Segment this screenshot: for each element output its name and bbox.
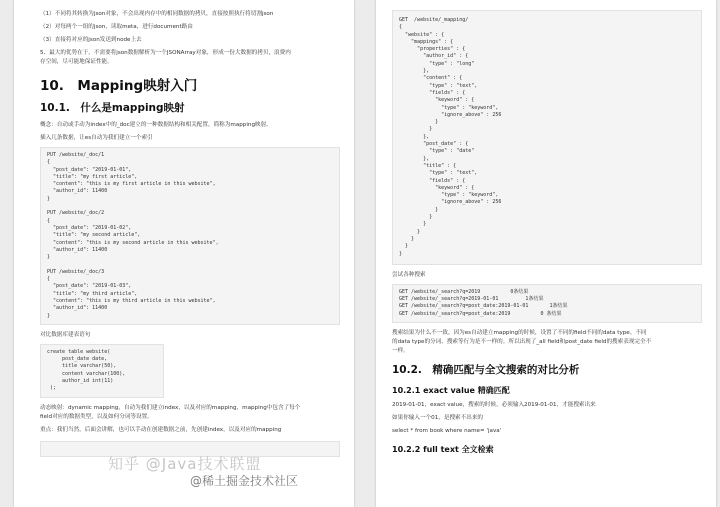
code-line: author_id int(11) bbox=[47, 378, 114, 385]
exact-line: select * from book where name= 'java' bbox=[392, 427, 502, 434]
db-note: 对比数据库建表语句 bbox=[40, 331, 91, 338]
code-line: } bbox=[47, 312, 51, 319]
code-line: content varchar(100), bbox=[47, 370, 126, 377]
code-line: "keyword" : { bbox=[399, 97, 475, 104]
code-line: ); bbox=[47, 385, 57, 392]
code-line: "post_date": "2019-01-03", bbox=[47, 283, 132, 290]
code-line: "content": "this is my first article in this website", bbox=[47, 181, 216, 188]
intro-item: （2）对每两个一组的json，读取meta，进行document路由 bbox=[40, 24, 193, 30]
exact-line: 如果你输入一个01，是搜索不出来的 bbox=[392, 414, 484, 421]
intro-item: （1）不同将其转换为json对象，不会出现内存中的相同数据的拷贝，直接按照执行将切割json bbox=[40, 11, 274, 17]
section-heading-10-1: 10.1. 什么是mapping映射 bbox=[40, 102, 185, 114]
code-line: "ignore_above" : 256 bbox=[399, 111, 502, 118]
point5-line: 5、最大的优势在于，不需要将json数据解析为一个JSONArray对象，形成一份大数据的拷贝，浪费内 bbox=[40, 50, 291, 56]
code-line: "type" : "text", bbox=[399, 170, 478, 177]
code-line: "author_id" : { bbox=[399, 53, 469, 60]
key-point: 重点：我们当然，后面会讲解，也可以手动在创建数据之前，先创建index，以及对应的mapping bbox=[40, 426, 282, 433]
code-line: "author_id": 11400 bbox=[47, 305, 108, 312]
code-line: }, bbox=[399, 155, 430, 162]
intro-list bbox=[40, 10, 340, 45]
search-result-line: 搜索结果为什么不一致，因为es自动建立mapping的时候，设置了不同的field不同的data type。不同 bbox=[392, 329, 647, 336]
code-block-insert bbox=[40, 147, 340, 325]
code-line: } bbox=[399, 250, 403, 257]
code-line: GET /website/_mapping/ bbox=[399, 17, 469, 23]
section-heading-10-2-2: 10.2.2 full text 全文检索 bbox=[392, 444, 494, 454]
code-line: } bbox=[399, 235, 415, 242]
code-block-mapping bbox=[392, 10, 702, 265]
code-line: GET /website/_search?q=2019-01-01 1条结果 bbox=[399, 296, 544, 303]
exact-line: 2019-01-01，exact value，搜索的时候，必须输入2019-01-01，才能搜索出来 bbox=[392, 401, 596, 408]
code-line: { bbox=[47, 159, 51, 166]
search-result-paragraph bbox=[392, 329, 702, 356]
code-line: "post_date": "2019-01-02", bbox=[47, 224, 132, 231]
section-heading-10-2-1: 10.2.1 exact value 精确匹配 bbox=[392, 385, 510, 395]
code-line: "content": "this is my third article in this website", bbox=[47, 297, 216, 304]
code-line: "post_date": "2019-01-01", bbox=[47, 166, 132, 173]
code-line: "fields" : { bbox=[399, 177, 466, 184]
code-line: } bbox=[47, 195, 51, 202]
code-line: } bbox=[47, 254, 51, 261]
code-line: PUT /website/_doc/3 bbox=[47, 268, 105, 275]
code-line: "keyword" : { bbox=[399, 184, 475, 191]
section-heading-10: 10. Mapping映射入门 bbox=[40, 78, 198, 94]
code-line: PUT /website/_doc/2 bbox=[47, 210, 105, 217]
code-line: } bbox=[399, 206, 439, 213]
code-block-sql bbox=[40, 344, 164, 398]
code-line: } bbox=[399, 126, 433, 133]
code-line: { bbox=[399, 24, 403, 31]
dynamic-mapping-line: field对应的数据类型，以及如何分词等设置。 bbox=[40, 413, 153, 420]
code-line: "title": "my first article", bbox=[47, 173, 138, 180]
code-line: } bbox=[399, 228, 421, 235]
code-line: { bbox=[47, 217, 51, 224]
code-line: { bbox=[47, 276, 51, 283]
code-line: "type" : "date" bbox=[399, 148, 475, 155]
code-line: } bbox=[399, 119, 439, 126]
code-line: } bbox=[399, 214, 433, 221]
document-page-left bbox=[14, 0, 354, 507]
code-line: PUT /website/_doc/1 bbox=[47, 152, 105, 158]
code-line: GET /website/_search?q=post_date:2019 0 条结果 bbox=[399, 310, 562, 317]
dynamic-mapping-line: 动态映射：dynamic mapping，自动为我们建立index，以及对应的mapping，mapping中包含了每个 bbox=[40, 404, 301, 411]
code-line: "content" : { bbox=[399, 75, 463, 82]
code-line: }, bbox=[399, 133, 430, 140]
search-note: 尝试各种搜索 bbox=[392, 271, 426, 278]
concept-paragraph: 概念：自动或手动为index中的_doc建立的一种数据结构和相关配置，简称为mapping映射。 bbox=[40, 122, 272, 128]
code-line: "type" : "keyword", bbox=[399, 104, 499, 111]
code-line: "author_id": 11400 bbox=[47, 246, 108, 253]
code-line: title varchar(50), bbox=[47, 363, 117, 370]
code-line: "website" : { bbox=[399, 31, 445, 38]
code-block-search bbox=[392, 284, 702, 323]
code-line: }, bbox=[399, 68, 430, 75]
code-line: GET /website/_search?q=post_date:2019-01-01 1条结果 bbox=[399, 303, 568, 310]
code-line: "post_date" : { bbox=[399, 141, 469, 148]
code-line: "title": "my second article", bbox=[47, 232, 141, 239]
code-line: "author_id": 11400 bbox=[47, 188, 108, 195]
code-line: "type" : "long" bbox=[399, 60, 475, 67]
code-line: "type" : "text", bbox=[399, 82, 478, 89]
code-line: "title" : { bbox=[399, 162, 457, 169]
code-line: "ignore_above" : 256 bbox=[399, 199, 502, 206]
search-result-line: 一样。 bbox=[392, 347, 409, 354]
code-line: create table website( bbox=[47, 348, 111, 355]
watermark-sub: @稀土掘金技术社区 bbox=[190, 474, 299, 488]
code-line: "properties" : { bbox=[399, 46, 466, 53]
code-line: "fields" : { bbox=[399, 89, 466, 96]
code-line: "content": "this is my second article in this website", bbox=[47, 239, 219, 246]
code-line: post_date date, bbox=[47, 356, 108, 363]
code-line bbox=[47, 261, 333, 268]
insert-note: 插入几条数据，让es自动为我们建立一个索引 bbox=[40, 135, 153, 141]
code-line: } bbox=[399, 221, 427, 228]
code-line: "title": "my third article", bbox=[47, 290, 138, 297]
code-line: "type" : "keyword", bbox=[399, 192, 499, 199]
code-line: "mappings" : { bbox=[399, 38, 454, 45]
code-line: GET /website/_search?q=2019 0条结果 bbox=[399, 288, 529, 295]
point5-line: 存空间，尽可能地保证性能。 bbox=[40, 59, 113, 65]
search-result-line: 的data type的分词、搜索等行为是不一样的。所以出现了_all field和post_date field的搜索表现完全不 bbox=[392, 338, 652, 345]
watermark: 知乎 @Java技术联盟 bbox=[108, 455, 262, 473]
code-line: } bbox=[399, 243, 409, 250]
code-line bbox=[47, 203, 333, 210]
intro-item: （3）直接将对应的json发送到node上去 bbox=[40, 37, 142, 43]
section-heading-10-2: 10.2. 精确匹配与全文搜索的对比分析 bbox=[392, 363, 580, 376]
document-page-right bbox=[376, 0, 716, 507]
